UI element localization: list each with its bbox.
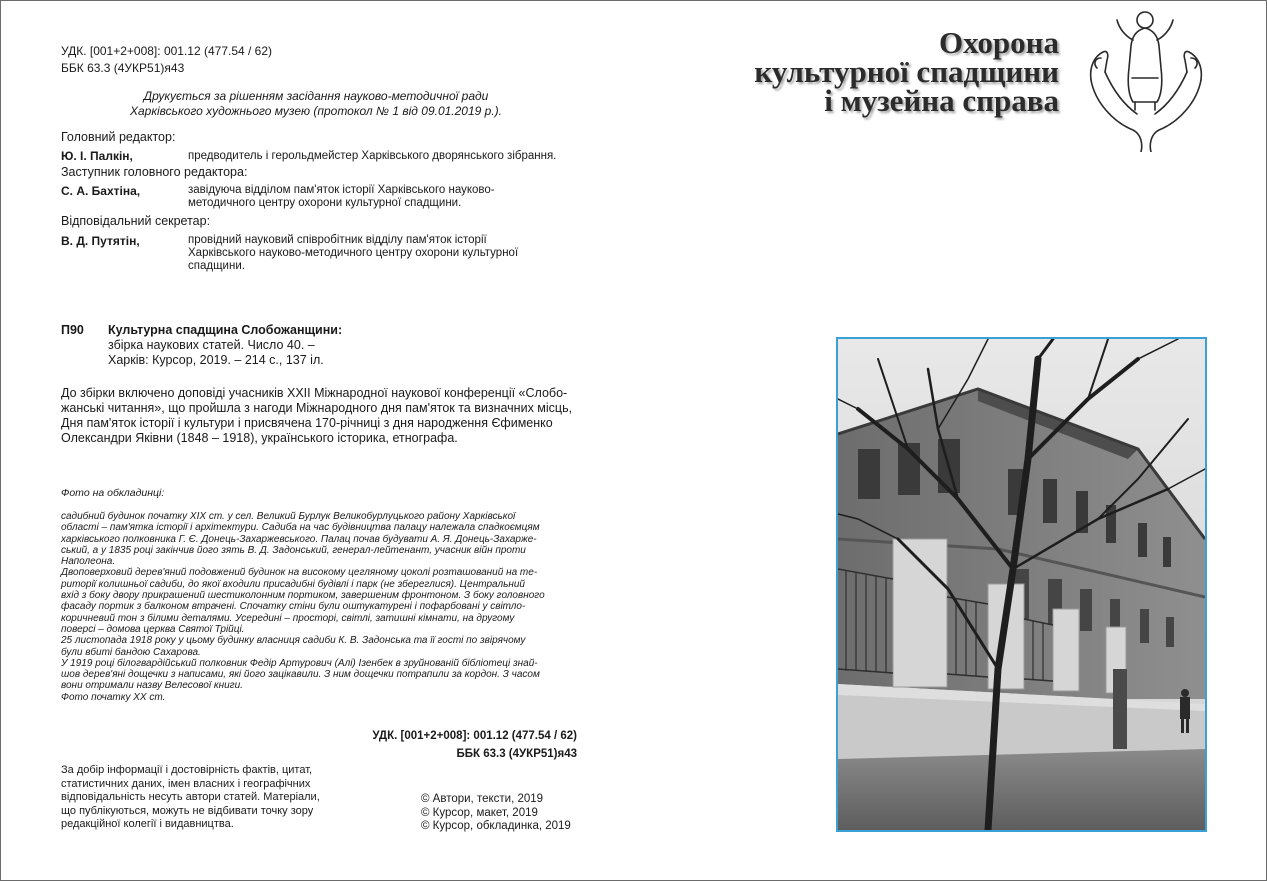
editor-description-chief: предводитель і герольдмейстер Харківського дворянського зібрання. [188, 150, 557, 162]
manor-house-photo [838, 339, 1205, 830]
editor-role-deputy: Заступник головного редактора: [61, 165, 248, 179]
editor-name-secretary: В. Д. Путятін, [61, 234, 140, 248]
udk-code-bottom: УДК. [001+2+008]: 001.12 (477.54 / 62) [372, 730, 577, 742]
hands-holding-figure-icon [1085, 6, 1207, 152]
series-title: Охорона культурної спадщини і музейна справа [754, 25, 1059, 118]
disclaimer: За добір інформації і достовірність фактів, цитат, статистичних даних, імен власних і географічних відповідальність несуть автори статей. Матеріали, що публікуються, можуть не відбивати точку зору редакційної колегії і видавництва. [61, 764, 320, 830]
copyright-notes: © Автори, тексти, 2019 © Курсор, макет, 2019 © Курсор, обкладинка, 2019 [421, 793, 571, 832]
cover-photo [836, 337, 1207, 832]
bbk-code-bottom: ББК 63.3 (4УКР51)я43 [456, 748, 577, 760]
summary: До збірки включено доповіді учасників XXII Міжнародної наукової конференції «Слобо- жанські читання», що пройшла з нагоди Міжнародного дня пам'яток та визначних місць, Дня пам'яток історії і культури і присвячена 170-річниці з дня народження Єфименко Олександри Яківни (1848 – 1918), українського історика, етнографа. [61, 386, 573, 445]
editor-role-secretary: Відповідальний секретар: [61, 214, 211, 228]
photo-caption: садибний будинок початку ХІХ ст. у сел. Великий Бурлук Великобурлуцького району Харківської області – пам'ятка історії і архітектури. Садиба на час будівництва палацу належала спадкоємцям харківського полковника Г. Є. Донець-Захаржевського. Палац почав будувати А. Я. Донець-Захарже- ський, а у 1835 році закінчив його зять В. Д. Задонський, генерал-лейтенант, учасник війн проти Наполеона. Двоповерховий дерев'яний подовжений будинок на високому цегляному цоколі розташований на те- риторії колишньої садиби, до якої входили присадибні будівлі і парк (не збереглися). Центральний вхід з боку двору прикрашений шестиколонним портиком, завершеним фронтоном. З боку головного фасаду портик з балконом втрачені. Спочатку стіни були оштукатурені і пофарбовані у світло- коричневий тон з білими деталями. Усередині – просторі, світлі, затишні кімнати, на другому поверсі – домова церква Святої Трійці. 25 листопада 1918 року у цьому будинку власниця садиби К. В. Задонська та її гості по звірячому були вбиті бандою Сахарова. У 1919 році білогвардійський полковник Федір Артурович (Алі) Ізенбек в зруйнованій бібліотеці знай- шов дерев'яні дощечки з написами, які його зацікавили. З ним дощечки потрапили за кордон. З часом вони отримали назву Велесової книги. Фото початку ХХ ст. [61, 511, 545, 703]
photo-caption-title: Фото на обкладинці: [61, 487, 165, 499]
editor-description-deputy: завідуюча відділом пам'яток історії Харківського науково- методичного центру охорони культурної спадщини. [188, 184, 495, 209]
bbk-code: ББК 63.3 (4УКР51)я43 [61, 61, 185, 75]
approval-note: Друкується за рішенням засідання науково-методичної ради Харківського художнього музею (протокол № 1 від 09.01.2019 р.). [130, 89, 502, 118]
book-subtitle: збірка наукових статей. Число 40. – [108, 338, 315, 352]
bibliographic-entry [108, 323, 342, 368]
bibliographic-code: П90 [61, 323, 84, 337]
book-publication: Харків: Курсор, 2019. – 214 с., 137 іл. [108, 353, 324, 367]
editor-name-deputy: С. А. Бахтіна, [61, 184, 141, 198]
imprint-codes [61, 43, 272, 77]
editor-name-chief: Ю. І. Палкін, [61, 149, 133, 163]
editor-description-secretary: провідний науковий співробітник відділу пам'яток історії Харківського науково-методичного центру охорони культурної спадщини. [188, 234, 519, 272]
editor-role-chief: Головний редактор: [61, 130, 176, 144]
book-title: Культурна спадщина Слобожанщини: [108, 323, 343, 337]
classification-codes [372, 727, 577, 763]
udk-code: УДК. [001+2+008]: 001.12 (477.54 / 62) [61, 44, 273, 58]
